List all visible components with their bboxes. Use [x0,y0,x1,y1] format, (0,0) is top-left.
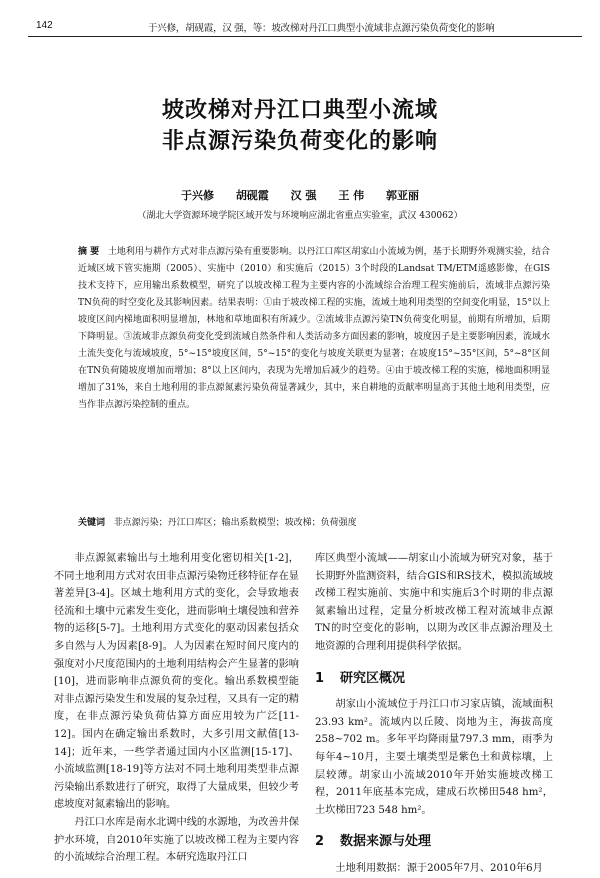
author: 于兴修 [180,189,214,202]
section-number: 1 [315,670,325,686]
article-title-line-1: 坡改梯对丹江口典型小流域 [161,98,438,123]
section-heading [315,833,553,851]
author: 王 伟 [338,189,365,202]
author: 胡砚霞 [235,189,269,202]
keywords [78,515,550,531]
author: 汉 强 [290,189,317,202]
author: 郭亚丽 [386,189,420,202]
left-column [54,550,299,864]
section-title: 研究区概况 [340,670,406,686]
running-title: 于兴修，胡砚霞，汉 强，等：坡改梯对丹江口典型小流域非点源污染负荷变化的影响 [148,23,495,34]
page-header [28,12,582,36]
body-paragraph: 土地利用数据：源于2005年7月、2010年6月 [335,862,543,874]
article-title-line-2: 非点源污染负荷变化的影响 [161,129,438,154]
section-title: 数据来源与处理 [340,834,432,850]
right-column [315,550,553,878]
section-number: 2 [315,834,325,850]
author-list [0,187,600,203]
abstract [78,244,550,414]
header-rule [28,36,582,37]
body-paragraph: 胡家山小流域位于丹江口市习家店镇，流域面积23.93 km²。流域内以丘陵、岗地为主，海拔高度258~702 m。多年平均降雨量797.3 mm，雨季为每年4~10月，主要土壤类型是紫色土和黄棕壤，上层较薄。胡家山小流域2010年开始实施坡改梯工程，2011年底基本完成，建成石坎梯田548 hm²，土坎梯田723 548 hm²。 [315,699,553,816]
body-paragraph: 库区典型小流域——胡家山小流域为研究对象，基于长期野外监测资料，结合GIS和RS技术，模拟流域坡改梯工程实施前、实施中和实施后3个时期的非点源氮素输出过程，定量分析坡改梯工程对流域非点源TN的时空变化的影响，以期为改区非点源治理及土地资源的合理利用提供科学依据。 [315,553,553,652]
abstract-text: 土地利用与耕作方式对非点源污染有重要影响。以丹江口库区胡家山小流域为例，基于长期野外观测实验，结合近域区域下管实施期（2005）、实施中（2010）和实施后（2015）3个时段的Landsat TM/ETM遥感影像，在GIS技术支持下，应用输出系数模型，研究了以坡改梯工程为主要内容的小流域综合治理工程实施前后，流域非点源污染TN负荷的时空变化及其影响因素。结果表明：①由于坡改梯工程的实施，流域土地利用类型的空间变化明显，15°以上坡度区间内梯地面积明显增加，林地和草地面积有所减少。②流域非点源污染TN负荷变化明显，前期有所增加，后期下降明显。③流域非点源负荷变化受到流域自然条件和人类活动多方面因素的影响，坡度因子是主要影响因素，流域水土流失变化与流域坡度，5°~15°坡度区间，5°~15°的变化与坡度关联更为显著；在坡度15°~35°区间，5°~8°区间在TN负荷随坡度增加而增加；8°以上区间内，表现为先增加后减少的趋势。④由于坡改梯工程的实施，梯地面积明显增加了31%，来自土地利用的非点源氮素污染负荷显著减少，其中，来自耕地的贡献率明显高于其他土地利用类型，应当作非点源污染控制的重点。 [78,247,550,410]
body-paragraph: 丹江口水库是南水北调中线的水源地，为改善井保护水环境，自2010年实施了以坡改梯工程为主要内容的小流域综合治理工程。本研究选取丹江口 [54,816,299,864]
body-paragraph: 非点源氮素输出与土地利用变化密切相关[1-2]，不同土地利用方式对农田非点源污染物迁移特征存在显著差异[3-4]。区域土地利用方式的变化，会导致地表径流和土壤中元素发生变化，进而影响土壤侵蚀和营养物的运移[5-7]。土地利用方式变化的驱动因素包括众多自然与人为因素[8-9]。人为因素在短时间尺度内的强度对小尺度范围内的土地利用结构会产生显著的影响[10]，进而影响非点源负荷的变化。输出系数模型能对非点源污染发生和发展的复杂过程，又具有一定的精度，在非点源污染负荷估算方面应用较为广泛[11-12]。国内在确定输出系数时，大多引用文献值[13-14]；近年来，一些学者通过国内小区监测[15-17]、小流域监测[18-19]等方法对不同土地利用类型非点源污染输出系数进行了研究，取得了大量成果，但较少考虑坡度对氮素输出的影响。 [54,553,299,811]
abstract-label: 摘 要 [78,247,100,257]
section-heading [315,670,553,688]
affiliation: （湖北大学资源环境学院区域开发与环境响应湖北省重点实验室，武汉 430062） [137,211,463,221]
keywords-text: 非点源污染；丹江口库区；输出系数模型；坡改梯；负荷强度 [113,518,357,528]
keywords-label: 关键词 [78,518,106,528]
page-number: 142 [36,20,53,31]
